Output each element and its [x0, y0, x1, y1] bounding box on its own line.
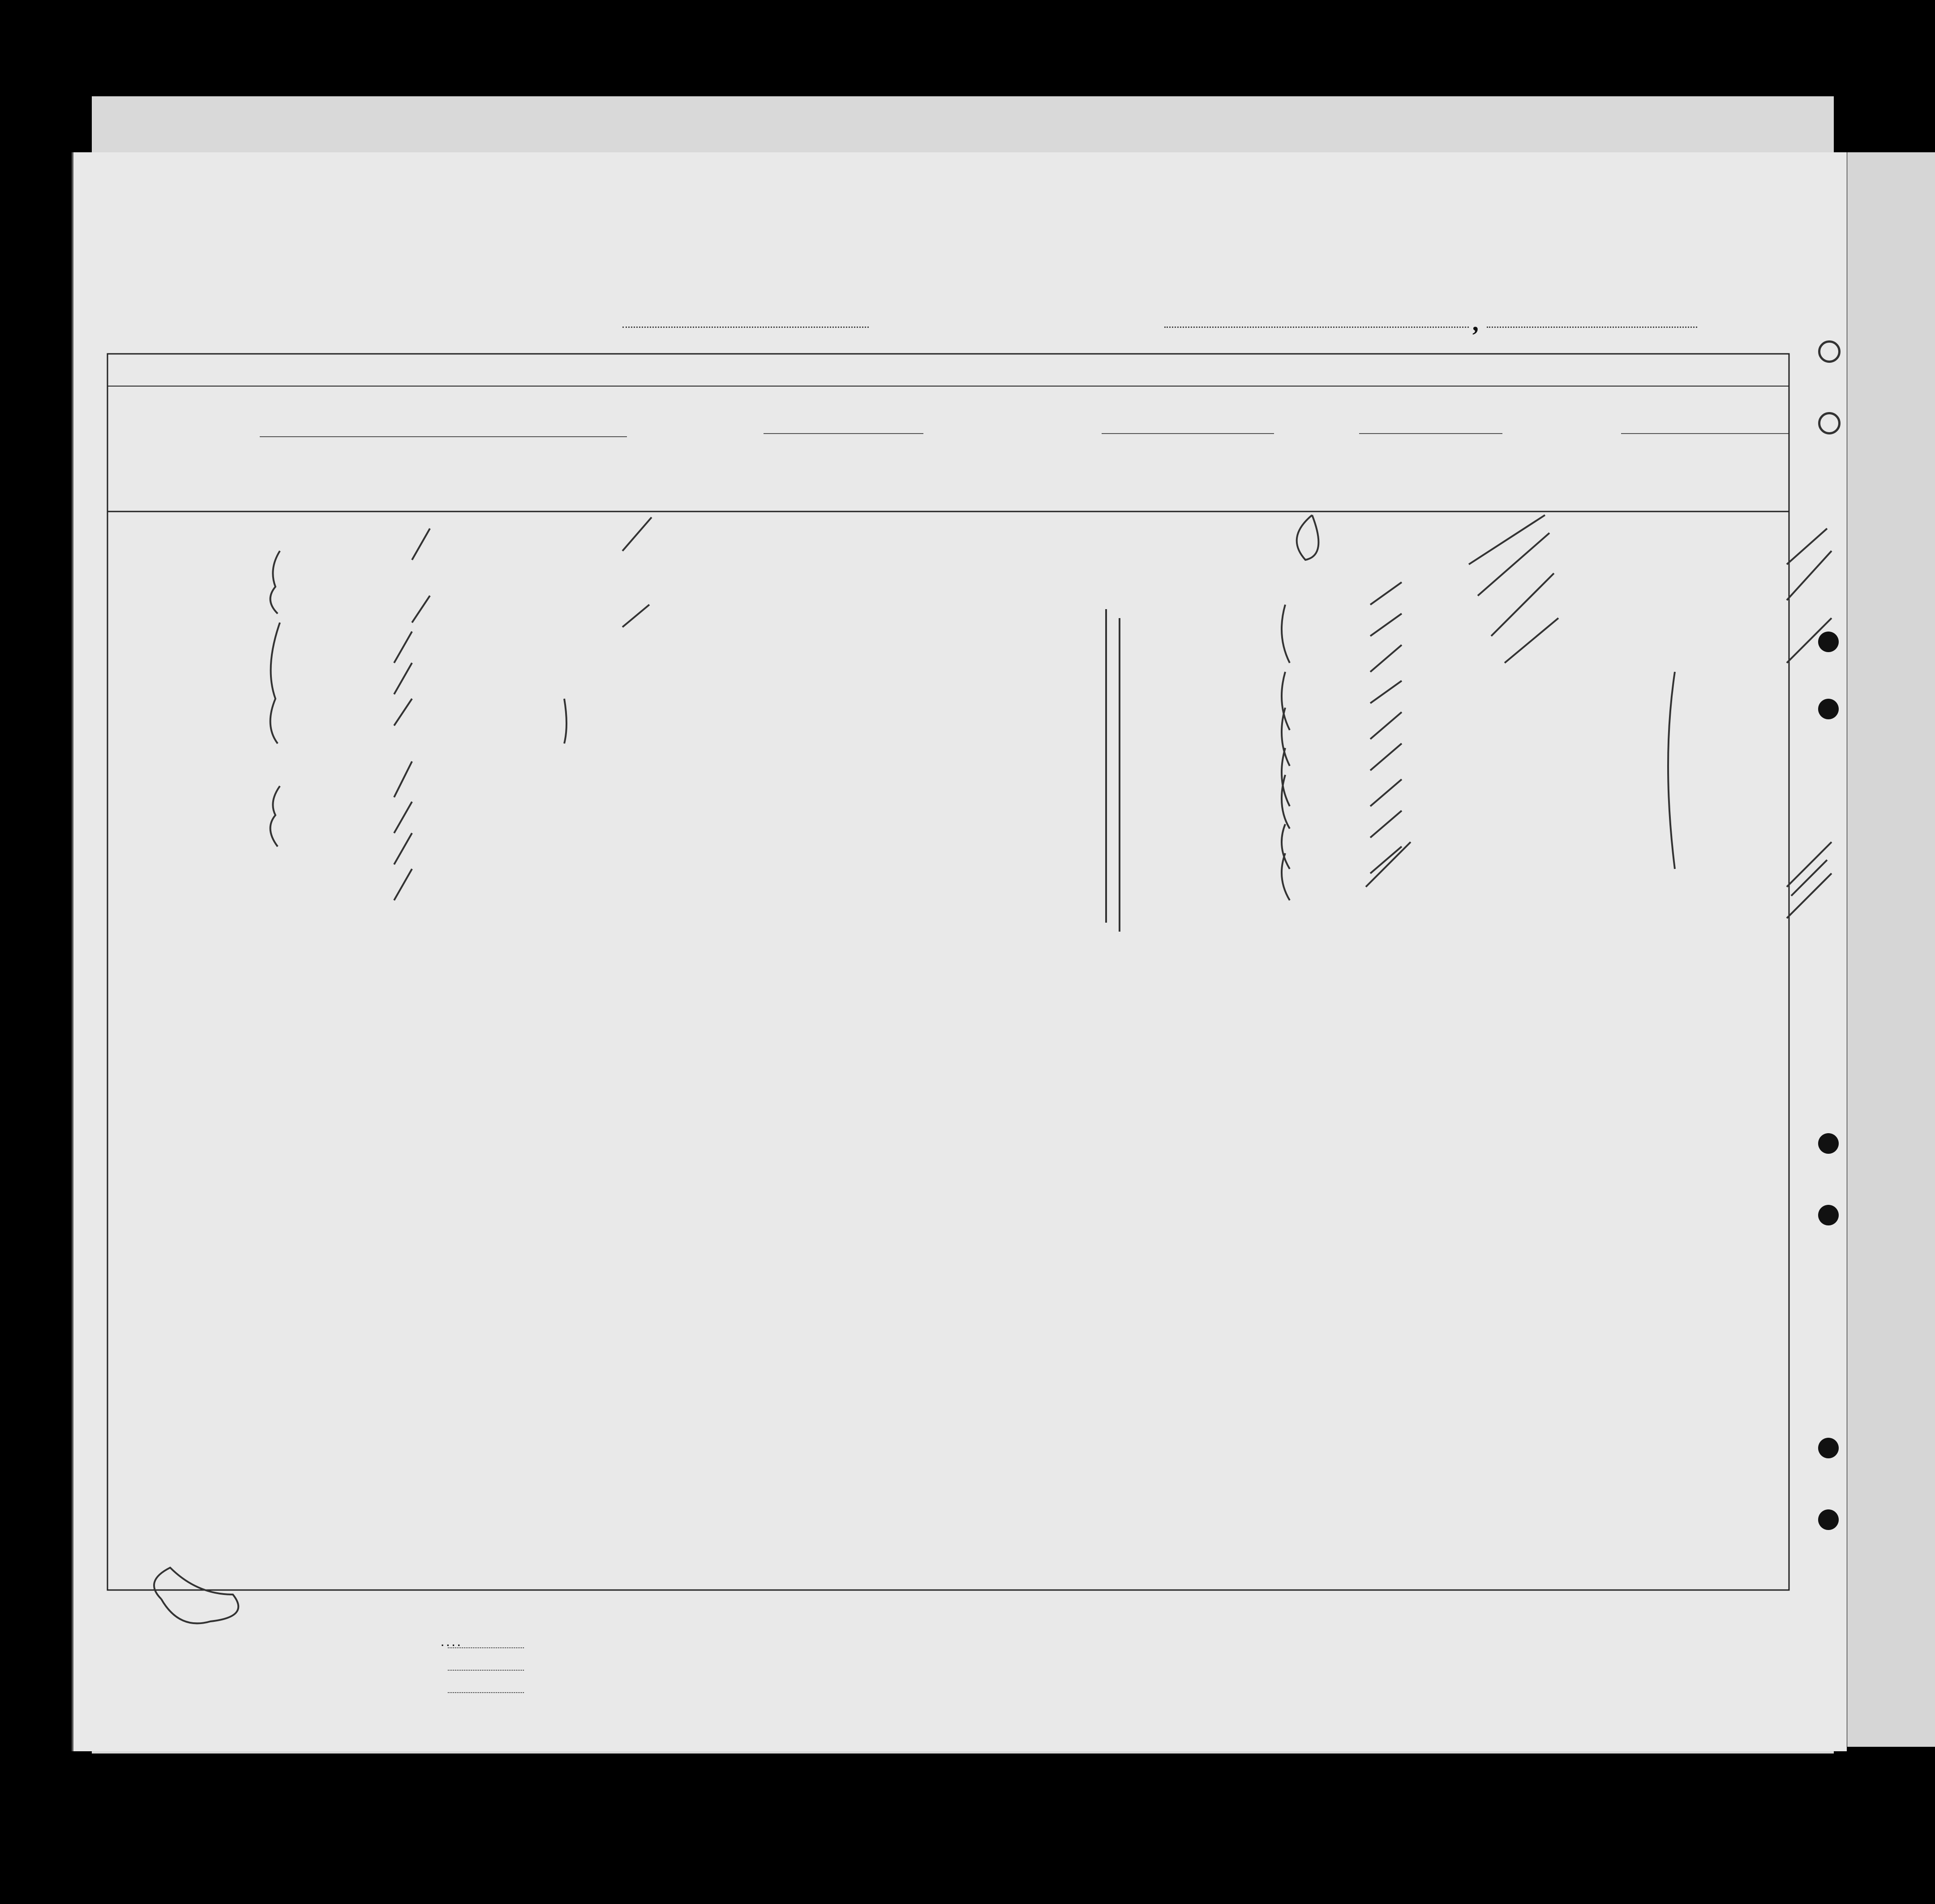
comma: ,: [1473, 307, 1480, 336]
us-citizens-field: [448, 1661, 524, 1671]
total-passengers-field: [448, 1638, 524, 1648]
aliens-field: [448, 1683, 524, 1693]
dots: . . . .: [441, 1637, 460, 1648]
